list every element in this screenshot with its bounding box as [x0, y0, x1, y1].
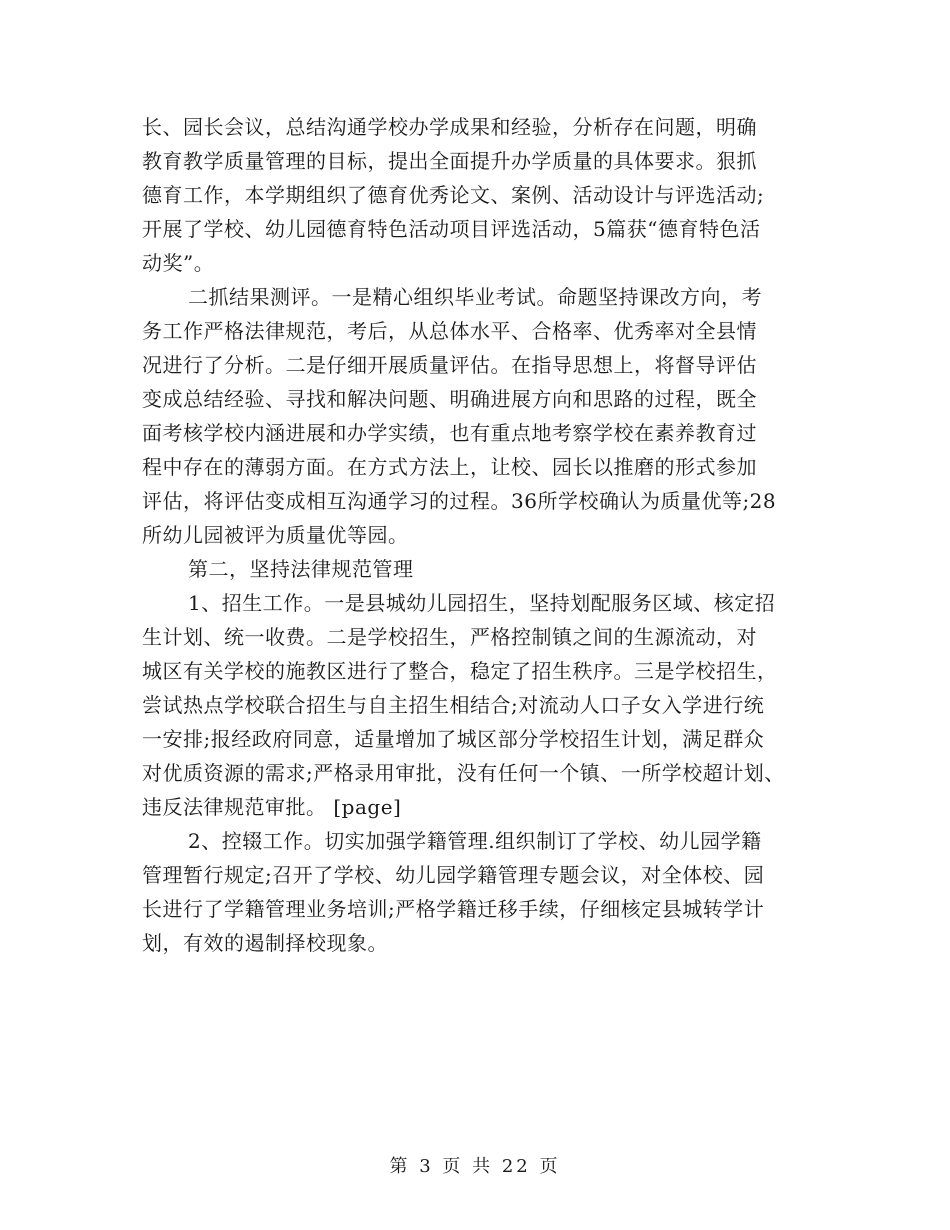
- text-line: 划，有效的遏制择校现象。: [142, 931, 388, 955]
- section-heading: 第二，坚持法律规范管理: [188, 557, 414, 581]
- text-line: 况进行了分析。二是仔细开展质量评估。在指导思想上，将督导评估: [142, 353, 757, 377]
- text-line: 城区有关学校的施教区进行了整合，稳定了招生秩序。三是学校招生，: [142, 659, 778, 683]
- text-line: 尝试热点学校联合招生与自主招生相结合;对流动人口子女入学进行统: [142, 693, 765, 717]
- text-line: 程中存在的薄弱方面。在方式方法上，让校、园长以推磨的形式参加: [142, 455, 757, 479]
- paragraph-start-line: 二抓结果测评。一是精心组织毕业考试。命题坚持课改方向，考: [188, 285, 762, 309]
- text-line: 动奖”。: [142, 251, 215, 275]
- text-line: 开展了学校、幼儿园德育特色活动项目评选活动，5篇获“德育特色活: [142, 217, 761, 241]
- page-number-footer: 第 3 页 共 22 页: [389, 1156, 561, 1177]
- paragraph-start-line: 2、控辍工作。切实加强学籍管理.组织制订了学校、幼儿园学籍: [188, 829, 762, 853]
- text-line: 管理暂行规定;召开了学校、幼儿园学籍管理专题会议，对全体校、园: [142, 863, 765, 887]
- body-text: [142, 110, 822, 960]
- text-line: 违反法律规范审批。 [page]: [142, 795, 402, 819]
- text-line: 面考核学校内涵进展和办学实绩，也有重点地考察学校在素养教育过: [142, 421, 757, 445]
- text-line: 教育教学质量管理的目标，提出全面提升办学质量的具体要求。狠抓: [142, 149, 757, 173]
- text-line: 长、园长会议，总结沟通学校办学成果和经验，分析存在问题，明确: [142, 115, 757, 139]
- text-line: 德育工作，本学期组织了德育优秀论文、案例、活动设计与评选活动;: [142, 183, 765, 207]
- text-line: 生计划、统一收费。二是学校招生，严格控制镇之间的生源流动，对: [142, 625, 757, 649]
- text-line: 务工作严格法律规范，考后，从总体水平、合格率、优秀率对全县情: [142, 319, 757, 343]
- text-line: 变成总结经验、寻找和解决问题、明确进展方向和思路的过程，既全: [142, 387, 757, 411]
- text-line: 一安排;报经政府同意，适量增加了城区部分学校招生计划，满足群众: [142, 727, 765, 751]
- paragraph-start-line: 1、招生工作。一是县城幼儿园招生，坚持划配服务区域、核定招: [188, 591, 776, 615]
- text-line: 所幼儿园被评为质量优等园。: [142, 523, 409, 547]
- text-line: 对优质资源的需求;严格录用审批，没有任何一个镇、一所学校超计划、: [142, 761, 785, 785]
- text-line: 评估，将评估变成相互沟通学习的过程。36所学校确认为质量优等;28: [142, 489, 777, 513]
- text-line: 长进行了学籍管理业务培训;严格学籍迁移手续，仔细核定县城转学计: [142, 897, 765, 921]
